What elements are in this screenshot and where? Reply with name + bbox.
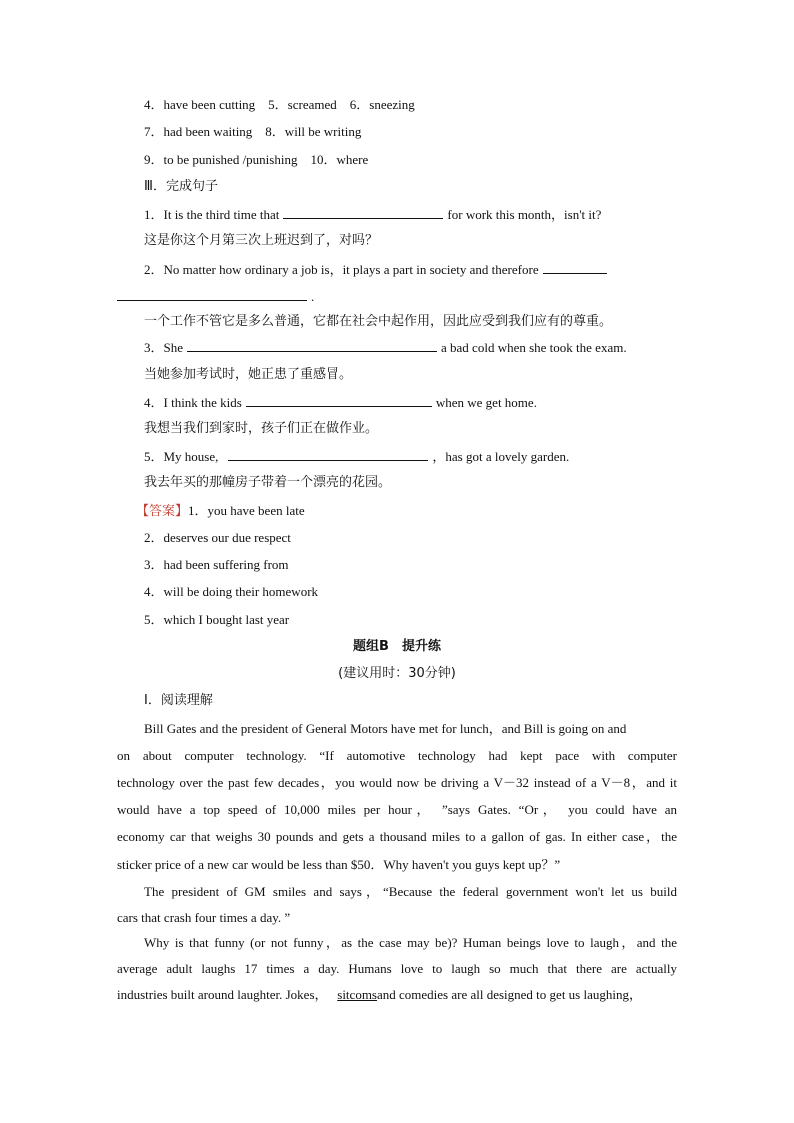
question-2-prefix: 2．No matter how ordinary a job is，it plays a part in society and therefore bbox=[144, 262, 539, 277]
question-4-prefix: 4．I think the kids bbox=[144, 395, 242, 410]
question-1-prefix: 1．It is the third time that bbox=[144, 207, 280, 222]
question-2-end: . bbox=[311, 289, 315, 304]
passage-p2-line-1: The president of GM smiles and says，“Because the federal government won't let us build bbox=[144, 884, 677, 899]
question-3-prefix: 3．She bbox=[144, 340, 184, 355]
sitcoms-underlined-word: sitcoms bbox=[337, 987, 377, 1002]
passage-p3-line-1: Why is that funny (or not funny，as the case may be)? Human beings love to laugh，and the bbox=[144, 935, 677, 950]
question-1-translation: 这是你这个月第三次上班迟到了，对吗？ bbox=[144, 233, 379, 248]
question-3 bbox=[144, 338, 704, 356]
question-5 bbox=[144, 447, 704, 465]
passage-p3-line-3 bbox=[117, 986, 677, 1004]
passage-p3-line-3-start: industries built around laughter. Jokes， bbox=[117, 987, 328, 1002]
answer-tag: 【答案】 bbox=[136, 504, 189, 519]
question-5-suffix: ，has got a lovely garden. bbox=[432, 449, 570, 464]
answer-3: 3．had been suffering from bbox=[144, 557, 289, 572]
question-3-blank[interactable] bbox=[187, 338, 437, 352]
answer-4: 4．will be doing their homework bbox=[144, 584, 319, 599]
question-4-translation: 我想当我们到家时，孩子们正在做作业。 bbox=[144, 421, 379, 436]
question-2-blank-part2[interactable] bbox=[117, 287, 307, 301]
question-4-blank[interactable] bbox=[246, 393, 432, 407]
answer-line-4-6: 4．have been cutting 5．screamed 6．sneezing bbox=[144, 97, 415, 112]
passage-p1-line-4: would have a top speed of 10,000 miles per hour， ”says Gates. “Or， you could have an bbox=[117, 802, 677, 817]
passage-p1-line-1: Bill Gates and the president of General Motors have met for lunch，and Bill is going on and bbox=[144, 721, 627, 736]
group-b-title: 题组B 提升练 bbox=[353, 639, 441, 654]
passage-p1-line-3: technology over the past few decades，you would now be driving a V－32 instead of a V－8，and it bbox=[117, 775, 677, 790]
group-b-suggested-time: (建议用时：30分钟) bbox=[338, 666, 456, 681]
answer-1: 1．you have been late bbox=[188, 503, 305, 518]
question-5-prefix: 5．My house, bbox=[144, 449, 219, 464]
answer-5: 5．which I bought last year bbox=[144, 612, 290, 627]
question-1 bbox=[144, 205, 704, 223]
question-3-translation: 当她参加考试时，她正患了重感冒。 bbox=[144, 367, 353, 382]
answer-2: 2．deserves our due respect bbox=[144, 530, 291, 545]
question-3-suffix: a bad cold when she took the exam. bbox=[441, 340, 627, 355]
answer-line-9-10: 9．to be punished /punishing 10．where bbox=[144, 152, 369, 167]
passage-p1-line-5: economy car that weighs 30 pounds and gets a thousand miles to a gallon of gas. In either case，the bbox=[117, 829, 677, 844]
reading-comprehension-heading: Ⅰ．阅读理解 bbox=[144, 693, 213, 708]
question-2-continuation bbox=[117, 287, 677, 305]
passage-p1-line-6: sticker price of a new car would be less than $50．Why haven't you guys kept up？” bbox=[117, 857, 561, 872]
question-4 bbox=[144, 393, 704, 411]
answer-line-7-8: 7．had been waiting 8．will be writing bbox=[144, 124, 362, 139]
question-5-blank[interactable] bbox=[228, 447, 428, 461]
passage-p1-line-2: on about computer technology. “If automotive technology had kept pace with computer bbox=[117, 748, 677, 763]
question-2 bbox=[144, 260, 677, 278]
question-2-blank-part1[interactable] bbox=[543, 260, 607, 274]
passage-p3-line-2: average adult laughs 17 times a day. Humans love to laugh so much that there are actually bbox=[117, 961, 677, 976]
passage-p2-line-2: cars that crash four times a day. ” bbox=[117, 910, 291, 925]
passage-p3-line-3-end: and comedies are all designed to get us laughing， bbox=[377, 987, 642, 1002]
section-heading-complete-sentences: Ⅲ．完成句子 bbox=[144, 179, 218, 194]
question-2-translation: 一个工作不管它是多么普通，它都在社会中起作用，因此应受到我们应有的尊重。 bbox=[144, 314, 613, 329]
question-1-suffix: for work this month，isn't it? bbox=[447, 207, 602, 222]
question-1-blank[interactable] bbox=[283, 205, 443, 219]
answer-key-line-1 bbox=[136, 502, 696, 520]
question-4-suffix: when we get home. bbox=[435, 395, 537, 410]
question-5-translation: 我去年买的那幢房子带着一个漂亮的花园。 bbox=[144, 475, 392, 490]
